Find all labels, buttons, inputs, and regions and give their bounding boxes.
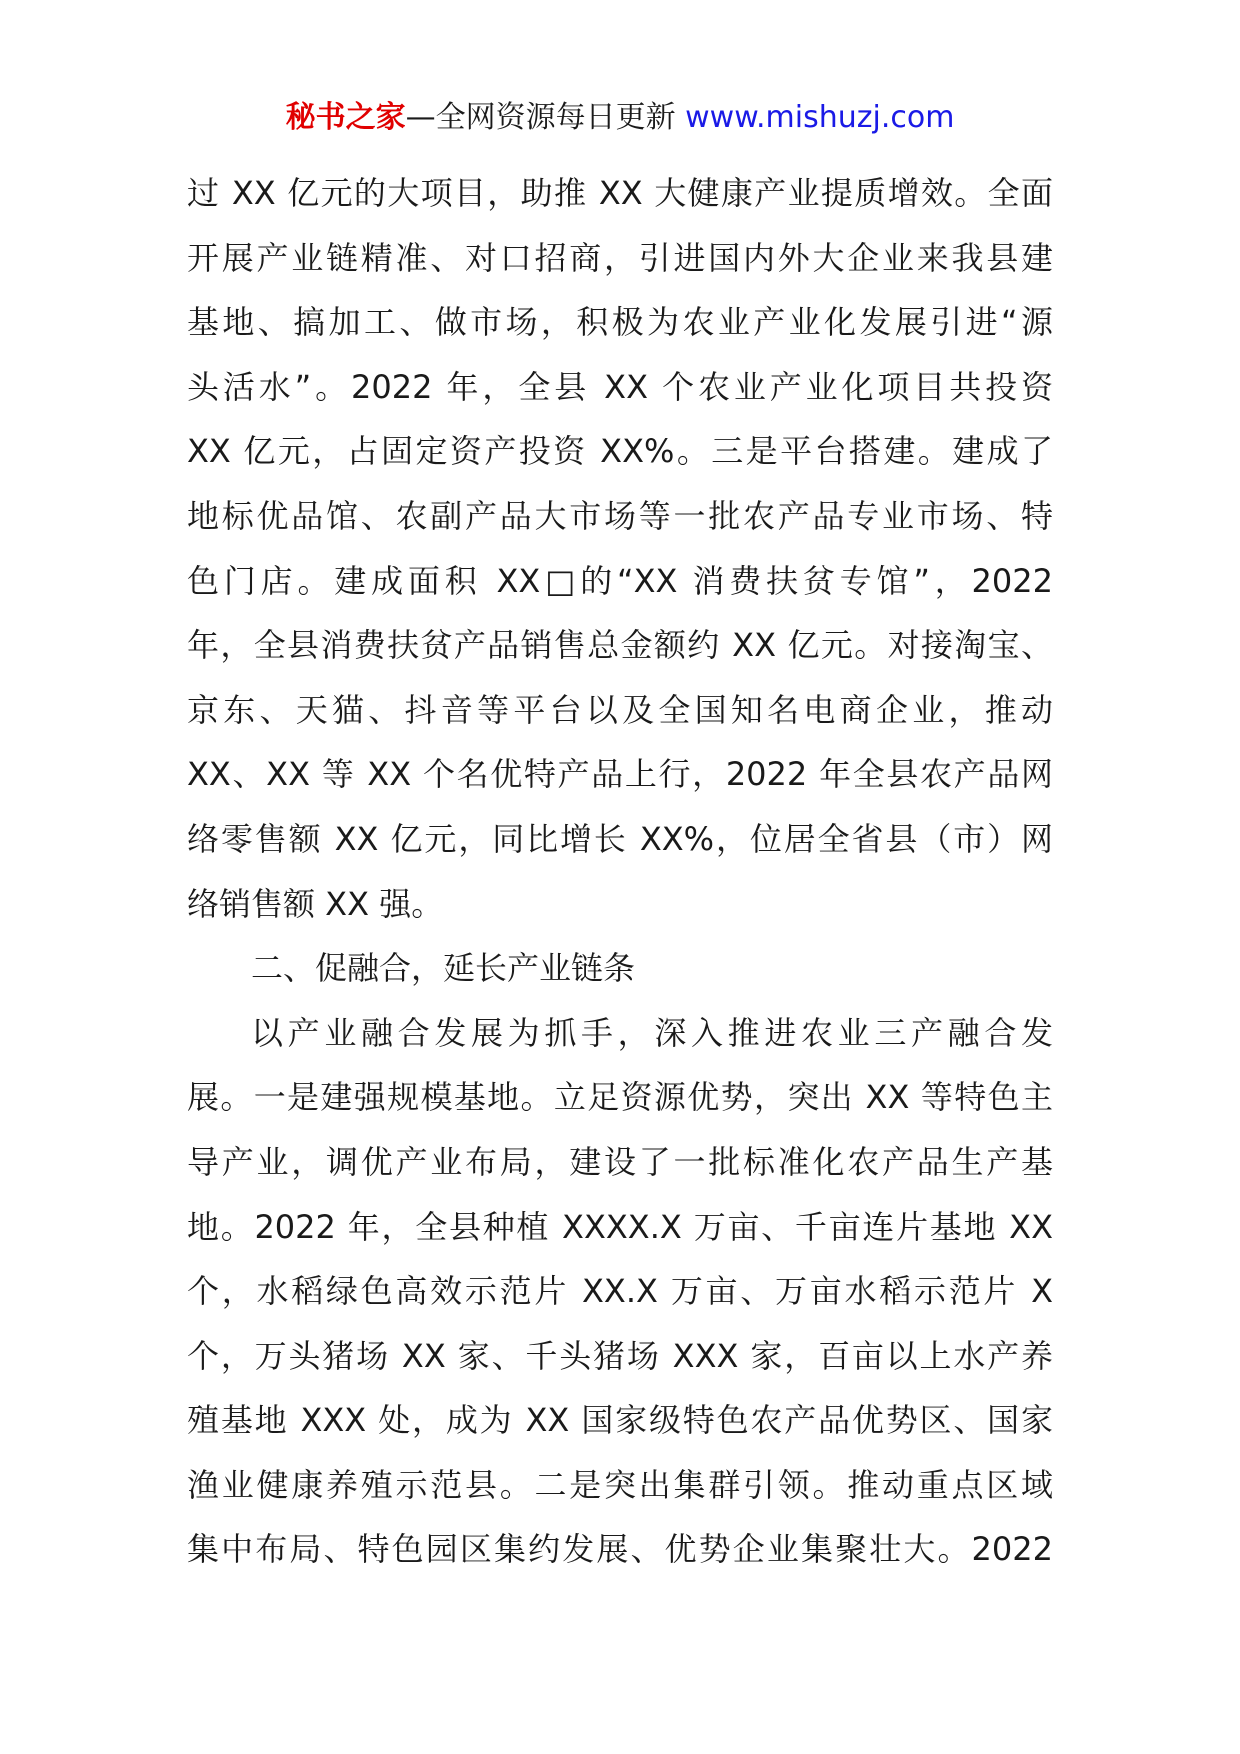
- header-url-link[interactable]: www.mishuzj.com: [685, 100, 955, 135]
- header-brand: 秘书之家: [285, 100, 406, 135]
- text-line: 头活水”。2022 年，全县 XX 个农业产业化项目共投资: [187, 367, 1053, 406]
- text-line: 个，万头猪场 XX 家、千头猪场 XXX 家，百亩以上水产养: [187, 1336, 1053, 1375]
- text-line: 京东、天猫、抖音等平台以及全国知名电商企业，推动: [187, 690, 1053, 729]
- text-line: 渔业健康养殖示范县。二是突出集群引领。推动重点区域: [187, 1465, 1053, 1504]
- header-tagline: —全网资源每日更新: [405, 100, 686, 135]
- text-line: 基地、搞加工、做市场，积极为农业产业化发展引进“源: [187, 303, 1053, 342]
- text-line: 地标优品馆、农副产品大市场等一批农产品专业市场、特: [187, 496, 1053, 535]
- text-line: 以产业融合发展为抓手，深入推进农业三产融合发: [251, 1013, 1053, 1052]
- text-line: 地。2022 年，全县种植 XXXX.X 万亩、千亩连片基地 XX: [187, 1207, 1053, 1246]
- text-line: 色门店。建成面积 XX□的“XX 消费扶贫专馆”，2022: [187, 561, 1053, 600]
- text-line: 过 XX 亿元的大项目，助推 XX 大健康产业提质增效。全面: [187, 174, 1053, 212]
- text-line: 集中布局、特色园区集约发展、优势企业集聚壮大。2022: [187, 1530, 1053, 1569]
- text-line: 络销售额 XX 强。: [187, 884, 444, 923]
- text-line: 年，全县消费扶贫产品销售总金额约 XX 亿元。对接淘宝、: [187, 626, 1053, 665]
- section-heading: 二、促融合，延长产业链条: [251, 949, 636, 988]
- text-line: XX、XX 等 XX 个名优特产品上行，2022 年全县农产品网: [187, 755, 1053, 794]
- text-line: XX 亿元，占固定资产投资 XX%。三是平台搭建。建成了: [187, 432, 1053, 471]
- text-line: 殖基地 XXX 处，成为 XX 国家级特色农产品优势区、国家: [187, 1401, 1053, 1440]
- text-line: 开展产业链精准、对口招商，引进国内外大企业来我县建: [187, 238, 1053, 277]
- body-text: [187, 161, 1053, 1582]
- text-line: 个，水稻绿色高效示范片 XX.X 万亩、万亩水稻示范片 X: [187, 1272, 1053, 1311]
- text-line: 展。一是建强规模基地。立足资源优势，突出 XX 等特色主: [187, 1078, 1053, 1117]
- text-line: 导产业，调优产业布局，建设了一批标准化农产品生产基: [187, 1142, 1053, 1181]
- text-line: 络零售额 XX 亿元，同比增长 XX%，位居全省县（市）网: [187, 819, 1053, 858]
- page-header: [0, 98, 1240, 138]
